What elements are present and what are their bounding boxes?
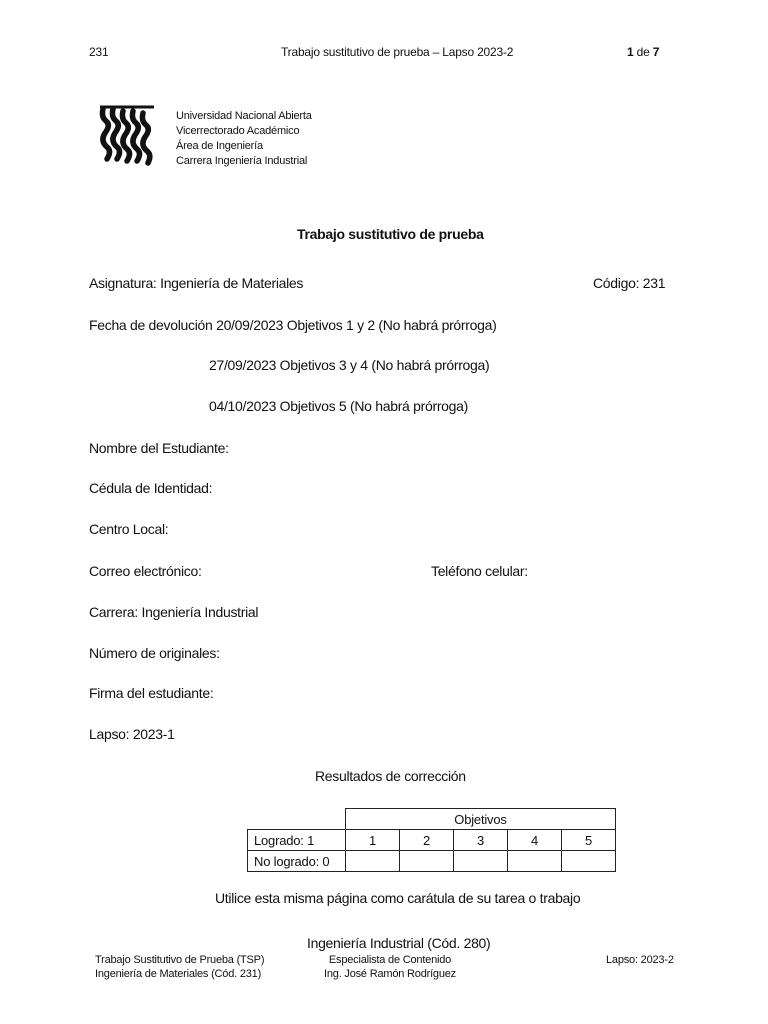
table-cell-empty (248, 809, 346, 830)
score-cell[interactable] (562, 851, 616, 872)
field-cedula: Cédula de Identidad: (89, 480, 213, 496)
footer-center (320, 953, 460, 981)
document-title: Trabajo sustitutivo de prueba (297, 226, 484, 242)
page-current: 1 (627, 45, 634, 59)
objective-number: 4 (508, 830, 562, 851)
footer-left-line1: Trabajo Sustitutivo de Prueba (TSP) (95, 954, 265, 966)
objective-number: 3 (454, 830, 508, 851)
table-row (248, 830, 616, 851)
footer-left-line2: Ingeniería de Materiales (Cód. 231) (95, 968, 262, 980)
objective-number: 1 (346, 830, 400, 851)
institution-carrera: Carrera Ingeniería Industrial (176, 155, 308, 167)
objective-number: 5 (562, 830, 616, 851)
field-centro-local: Centro Local: (89, 521, 169, 537)
score-cell[interactable] (346, 851, 400, 872)
field-carrera: Carrera: Ingeniería Industrial (89, 604, 259, 620)
cover-note: Utilice esta misma página como carátula de su tarea o trabajo (215, 890, 581, 906)
field-fecha-1: Fecha de devolución 20/09/2023 Objetivos 1 y 2 (No habrá prórroga) (89, 317, 497, 333)
footer-center-main: Ingeniería Industrial (Cód. 280) (307, 935, 491, 951)
objetivos-header: Objetivos (346, 809, 616, 830)
field-fecha-2: 27/09/2023 Objetivos 3 y 4 (No habrá prórroga) (209, 357, 490, 373)
page-total: 7 (652, 45, 660, 59)
field-originales: Número de originales: (89, 645, 220, 661)
field-nombre: Nombre del Estudiante: (89, 440, 229, 456)
field-firma: Firma del estudiante: (89, 685, 214, 701)
logrado-label: Logrado: 1 (248, 830, 346, 851)
institution-name: Universidad Nacional Abierta (176, 110, 312, 122)
institution-vicerrectorado: Vicerrectorado Académico (176, 125, 300, 137)
field-correo: Correo electrónico: (89, 563, 202, 579)
score-cell[interactable] (400, 851, 454, 872)
institution-area: Área de Ingeniería (176, 140, 263, 152)
field-telefono: Teléfono celular: (431, 563, 528, 579)
footer-left (95, 953, 264, 981)
table-row (248, 851, 616, 872)
header-title: Trabajo sustitutivo de prueba – Lapso 2023-2 (281, 45, 514, 59)
footer-right: Lapso: 2023-2 (606, 954, 674, 966)
objective-number: 2 (400, 830, 454, 851)
institution-block (176, 109, 312, 169)
field-codigo: Código: 231 (593, 275, 666, 291)
score-cell[interactable] (454, 851, 508, 872)
footer-center-line2: Ing. José Ramón Rodríguez (324, 968, 456, 980)
footer-center-line1: Especialista de Contenido (328, 954, 452, 966)
table-row (248, 809, 616, 830)
page-number (627, 45, 659, 59)
score-cell[interactable] (508, 851, 562, 872)
una-logo (98, 103, 156, 172)
field-lapso: Lapso: 2023-1 (89, 726, 175, 742)
header-code: 231 (89, 45, 109, 59)
results-caption: Resultados de corrección (315, 768, 466, 784)
page-sep: de (633, 45, 653, 59)
field-asignatura: Asignatura: Ingeniería de Materiales (89, 275, 304, 291)
no-logrado-label: No logrado: 0 (248, 851, 346, 872)
field-fecha-3: 04/10/2023 Objetivos 5 (No habrá prórroga) (209, 398, 469, 414)
results-table (247, 808, 616, 872)
